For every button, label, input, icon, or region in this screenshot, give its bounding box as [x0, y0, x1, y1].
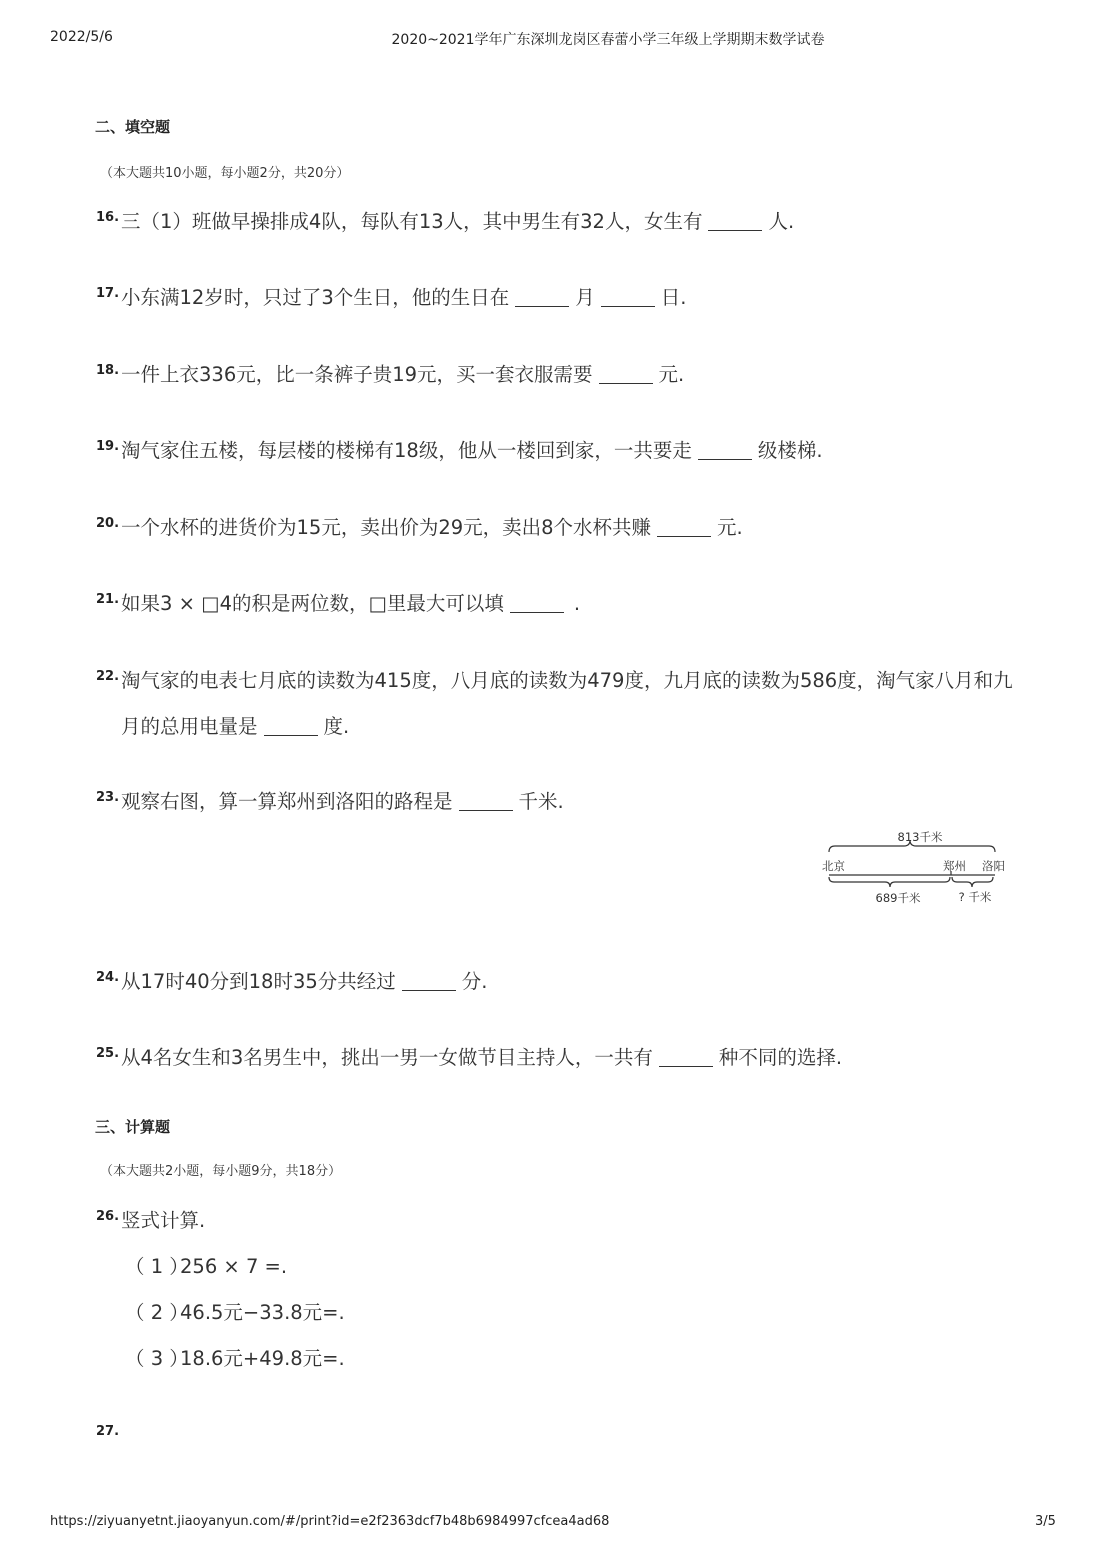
- question-number: 25.: [96, 1046, 120, 1061]
- question-text: 级楼梯.: [757, 439, 823, 462]
- question-number: 23.: [96, 790, 120, 805]
- answer-blank: [402, 990, 456, 991]
- total-distance-label: 813千米: [897, 830, 943, 844]
- page-url: https://ziyuanyetnt.jiaoyanyun.com/#/print?id=e2f2363dcf7b48b6984997cfcea4ad68: [50, 1514, 610, 1529]
- question-text: 分.: [461, 970, 488, 993]
- unknown-brace: [952, 877, 993, 887]
- question-number: 18.: [96, 363, 120, 378]
- question-text: 月的总用电量是: [121, 715, 258, 738]
- document-title: 2020~2021学年广东深圳龙岗区春蕾小学三年级上学期期末数学试卷: [391, 32, 825, 48]
- section-heading-calculation: 三、计算题: [95, 1118, 171, 1136]
- section-heading-fill-blanks: 二、填空题: [95, 118, 171, 136]
- sub-question-expression: 18.6元+49.8元=.: [180, 1347, 345, 1370]
- section-note-calculation: （本大题共2小题，每小题9分，共18分）: [100, 1164, 342, 1179]
- answer-blank: [659, 1066, 713, 1067]
- question-text: 一个水杯的进货价为15元，卖出价为29元，卖出8个水杯共赚: [121, 516, 652, 539]
- question-text: 月: [575, 286, 595, 309]
- sub-question-label: （ 3 ）: [125, 1347, 189, 1370]
- question-number: 27.: [96, 1424, 120, 1439]
- question-25: [96, 1043, 842, 1073]
- question-text: 淘气家住五楼，每层楼的楼梯有18级，他从一楼回到家，一共要走: [121, 439, 692, 462]
- city-label-mid: 郑州: [943, 859, 966, 873]
- city-label-start: 北京: [822, 859, 845, 873]
- question-number: 22.: [96, 669, 120, 684]
- page-number: 3/5: [1035, 1514, 1056, 1529]
- city-label-end: 洛阳: [982, 859, 1005, 873]
- question-number: 16.: [96, 210, 120, 225]
- question-text: 度.: [323, 715, 350, 738]
- sub-question-label: （ 1 ）: [125, 1255, 189, 1278]
- sub-question-expression: 46.5元−33.8元=.: [180, 1301, 345, 1324]
- unknown-distance-label: ? 千米: [958, 890, 992, 904]
- question-number: 20.: [96, 516, 120, 531]
- sub-question-expression: 256 × 7 =.: [180, 1255, 288, 1278]
- question-18: [96, 360, 684, 390]
- question-text: 淘气家的电表七月底的读数为415度，八月底的读数为479度，九月底的读数为586度，淘气家八月和九: [121, 669, 1013, 692]
- question-22-continued: [96, 712, 349, 742]
- answer-blank: [510, 612, 564, 613]
- question-24: [96, 967, 487, 997]
- question-text: 人.: [768, 210, 795, 233]
- question-text: 观察右图，算一算郑州到洛阳的路程是: [121, 790, 453, 813]
- question-text: 一件上衣336元，比一条裤子贵19元，买一套衣服需要: [121, 363, 593, 386]
- sub-question-label: （ 2 ）: [125, 1301, 189, 1324]
- sub-question-1: [125, 1252, 287, 1282]
- answer-blank: [599, 383, 653, 384]
- question-text: 如果3 × □4的积是两位数，□里最大可以填: [121, 592, 504, 615]
- question-number: 26.: [96, 1209, 120, 1224]
- question-text: .: [573, 592, 581, 615]
- question-text: 三（1）班做早操排成4队，每队有13人，其中男生有32人，女生有: [121, 210, 703, 233]
- question-23: [96, 787, 564, 817]
- answer-blank: [264, 735, 318, 736]
- answer-blank: [657, 536, 711, 537]
- question-text: 日.: [660, 286, 687, 309]
- question-21: [96, 589, 580, 619]
- question-20: [96, 513, 743, 543]
- question-text: 种不同的选择.: [718, 1046, 843, 1069]
- question-27: [96, 1421, 121, 1451]
- question-number: 17.: [96, 286, 120, 301]
- distance-diagram: [818, 826, 1018, 910]
- answer-blank: [708, 230, 762, 231]
- answer-blank: [601, 306, 655, 307]
- section-note-fill-blanks: （本大题共10小题，每小题2分，共20分）: [100, 166, 350, 181]
- answer-blank: [515, 306, 569, 307]
- question-text: 竖式计算.: [121, 1209, 206, 1232]
- sub-question-2: [125, 1298, 345, 1328]
- question-number: 19.: [96, 439, 120, 454]
- answer-blank: [459, 810, 513, 811]
- question-text: 元.: [658, 363, 685, 386]
- question-26: [96, 1206, 205, 1236]
- question-22: [96, 666, 1013, 696]
- question-text: 小东满12岁时，只过了3个生日，他的生日在: [121, 286, 510, 309]
- question-19: [96, 436, 823, 466]
- sub-question-3: [125, 1344, 345, 1374]
- question-number: 21.: [96, 592, 120, 607]
- question-text: 从4名女生和3名男生中，挑出一男一女做节目主持人，一共有: [121, 1046, 653, 1069]
- question-16: [96, 207, 794, 237]
- segment-distance-label: 689千米: [875, 891, 921, 905]
- question-text: 从17时40分到18时35分共经过: [121, 970, 396, 993]
- segment-brace: [829, 877, 950, 887]
- question-number: 24.: [96, 970, 120, 985]
- question-text: 千米.: [518, 790, 564, 813]
- question-text: 元.: [717, 516, 743, 539]
- question-17: [96, 283, 686, 313]
- answer-blank: [698, 459, 752, 460]
- print-date: 2022/5/6: [50, 29, 113, 45]
